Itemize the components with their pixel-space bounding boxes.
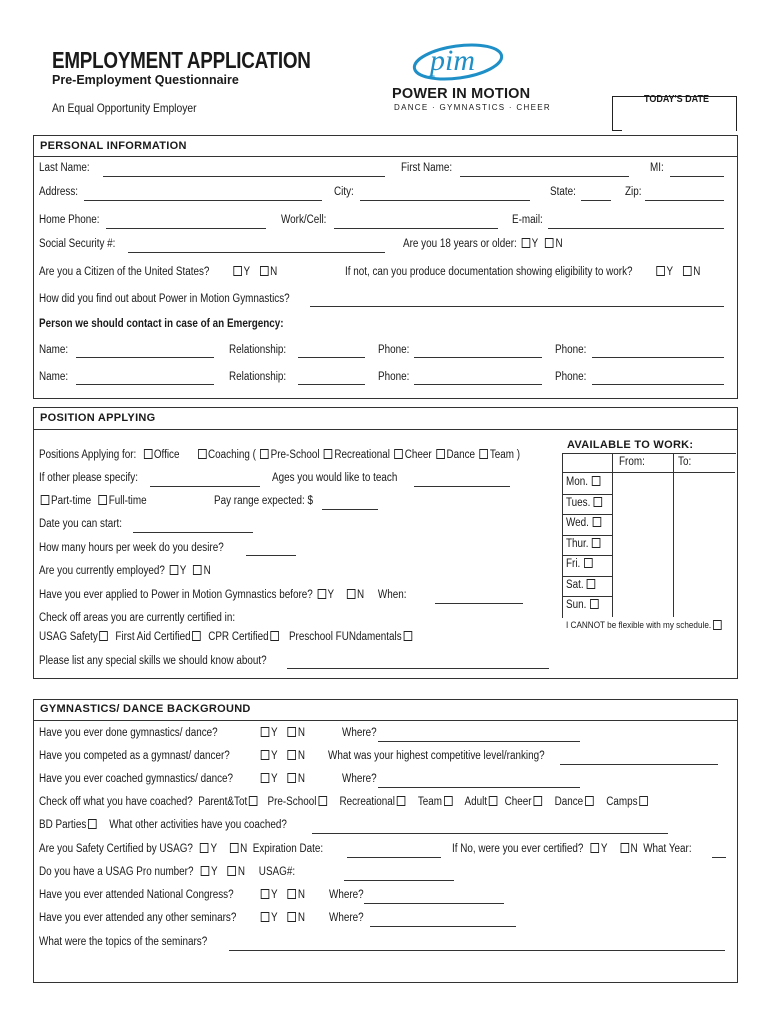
emergency-contact-title: Person we should contact in case of an Emergency: [39, 318, 284, 330]
day-checkbox[interactable] [592, 517, 601, 527]
background-section-title: GYMNASTICS/ DANCE BACKGROUND [40, 703, 251, 715]
coached-no-checkbox[interactable] [288, 773, 297, 783]
first-aid-checkbox[interactable] [192, 631, 201, 641]
competed-yes-checkbox[interactable] [261, 750, 270, 760]
competed-no-checkbox[interactable] [288, 750, 297, 760]
other-specify-field[interactable] [150, 486, 260, 487]
em-phone-2b-field[interactable] [592, 384, 724, 385]
address-label: Address: [39, 186, 79, 198]
em-name-1-field[interactable] [76, 357, 214, 358]
day-checkbox[interactable] [592, 538, 601, 548]
coached-where-label: Where? [342, 773, 377, 785]
day-row-sun [566, 599, 600, 611]
ages-field[interactable] [414, 486, 510, 487]
em-phone-2-field[interactable] [414, 384, 542, 385]
safety-no-checkbox[interactable] [230, 843, 239, 853]
positions-line: Positions Applying for: Office Coaching ( Pre-School Recreational Cheer Dance Team ) [39, 449, 521, 461]
pay-range-label: Pay range expected: $ [214, 495, 313, 507]
coached-question: Have you ever coached gymnastics/ dance? [39, 773, 234, 785]
personal-section-title: PERSONAL INFORMATION [40, 140, 187, 152]
what-year-field[interactable] [712, 857, 726, 858]
day-row-sat [566, 579, 597, 591]
todays-date-label: TODAY'S DATE [644, 94, 709, 105]
certifications-line: USAG Safety First Aid Certified CPR Certified Preschool FUNdamentals [39, 631, 414, 643]
employment-type-line: Part-time Full-time [39, 495, 147, 507]
day-checkbox[interactable] [587, 579, 596, 589]
other-specify-label: If other please specify: [39, 472, 138, 484]
ssn-field[interactable] [128, 252, 385, 253]
em-phone-2b-label: Phone: [555, 371, 587, 383]
mi-label: MI: [650, 162, 664, 174]
found-us-field[interactable] [310, 306, 724, 307]
done-gym-yn: Y N [259, 727, 305, 739]
work-cell-field[interactable] [334, 228, 498, 229]
start-date-label: Date you can start: [39, 518, 123, 530]
last-name-label: Last Name: [39, 162, 90, 174]
other-activities-field[interactable] [312, 833, 668, 834]
first-name-label: First Name: [401, 162, 453, 174]
ever-certified-no-checkbox[interactable] [620, 843, 629, 853]
recreational-checkbox[interactable] [324, 449, 333, 459]
documentation-question: If not, can you produce documentation showing eligibility to work? Y N [345, 266, 701, 278]
citizen-no-checkbox[interactable] [260, 266, 269, 276]
seminars-no-checkbox[interactable] [288, 912, 297, 922]
coaching-checkbox[interactable] [198, 449, 207, 459]
coached-what-line: Check off what you have coached? Parent&Tot Pre-School Recreational Team Adult Cheer Dance Camps [39, 796, 650, 808]
coached-yes-checkbox[interactable] [261, 773, 270, 783]
citizen-question: Are you a Citizen of the United States? Y N [39, 266, 278, 278]
em-phone-2-label: Phone: [378, 371, 410, 383]
office-checkbox[interactable] [144, 449, 153, 459]
day-label: Mon. [566, 476, 588, 488]
not-flexible-checkbox[interactable] [713, 620, 722, 630]
seminars-question: Have you ever attended any other seminars? [39, 912, 237, 924]
to-header: To: [678, 456, 692, 468]
cheer-checkbox[interactable] [394, 449, 403, 459]
eoe-statement: An Equal Opportunity Employer [52, 101, 197, 115]
ever-certified-yes-checkbox[interactable] [591, 843, 600, 853]
age-no-checkbox[interactable] [545, 238, 554, 248]
logo-name: POWER IN MOTION [392, 86, 531, 102]
topics-field[interactable] [229, 950, 725, 951]
usag-number-field[interactable] [344, 880, 454, 881]
hours-field[interactable] [246, 555, 296, 556]
doc-yes-checkbox[interactable] [656, 266, 665, 276]
state-label: State: [550, 186, 576, 198]
preschool-fun-checkbox[interactable] [403, 631, 412, 641]
skills-label: Please list any special skills we should know about? [39, 655, 267, 667]
pim-logo-icon [392, 36, 552, 86]
applied-before-question: Have you ever applied to Power in Motion Gymnastics before? Y N When: [39, 589, 407, 601]
done-yes-checkbox[interactable] [261, 727, 270, 737]
age-question: Are you 18 years or older: Y N [403, 238, 563, 250]
from-header: From: [619, 456, 645, 468]
expiration-field[interactable] [347, 857, 441, 858]
logo-mark: pim [430, 44, 475, 77]
form-title: EMPLOYMENT APPLICATION [52, 47, 311, 73]
zip-label: Zip: [625, 186, 642, 198]
congress-where-label: Where? [329, 889, 364, 901]
if-no-line: If No, were you ever certified? Y N What Year: [452, 843, 692, 855]
day-label: Fri. [566, 558, 581, 570]
bg-team-checkbox[interactable] [444, 796, 453, 806]
done-where-label: Where? [342, 727, 377, 739]
em-phone-1b-field[interactable] [592, 357, 724, 358]
state-field[interactable] [581, 200, 611, 201]
ssn-label: Social Security #: [39, 238, 116, 250]
bg-preschool-checkbox[interactable] [318, 796, 327, 806]
day-label: Sat. [566, 578, 584, 591]
pay-range-field[interactable] [322, 509, 378, 510]
logo-tagline: DANCE · GYMNASTICS · CHEER [394, 103, 551, 112]
em-name-1-label: Name: [39, 344, 69, 356]
pro-no-checkbox[interactable] [228, 866, 237, 876]
em-phone-1b-label: Phone: [555, 344, 587, 356]
address-field[interactable] [84, 200, 322, 201]
competed-question: Have you competed as a gymnast/ dancer? [39, 750, 230, 762]
bd-parties-checkbox[interactable] [88, 819, 97, 829]
home-phone-label: Home Phone: [39, 214, 100, 226]
bg-camps-checkbox[interactable] [639, 796, 648, 806]
topics-question: What were the topics of the seminars? [39, 936, 208, 948]
start-date-field[interactable] [133, 532, 253, 533]
em-name-2-label: Name: [39, 371, 69, 383]
applied-no-checkbox[interactable] [347, 589, 356, 599]
home-phone-field[interactable] [106, 228, 266, 229]
day-row-tues [566, 497, 604, 509]
first-name-field[interactable] [460, 176, 629, 177]
bg-dance-checkbox[interactable] [585, 796, 594, 806]
pro-number-line: Do you have a USAG Pro number? Y N USAG#: [39, 866, 296, 878]
em-relationship-1-field[interactable] [298, 357, 365, 358]
certified-label: Check off areas you are currently certified in: [39, 612, 236, 624]
em-name-2-field[interactable] [76, 384, 214, 385]
cpr-checkbox[interactable] [270, 631, 279, 641]
found-us-label: How did you find out about Power in Motion Gymnastics? [39, 293, 290, 305]
day-checkbox[interactable] [584, 558, 593, 568]
team-checkbox[interactable] [480, 449, 489, 459]
email-field[interactable] [548, 228, 724, 229]
full-time-checkbox[interactable] [98, 495, 107, 505]
em-phone-1-label: Phone: [378, 344, 410, 356]
email-label: E-mail: [512, 214, 543, 226]
day-label: Tues. [566, 496, 591, 509]
parent-tot-checkbox[interactable] [249, 796, 258, 806]
em-relationship-2-field[interactable] [298, 384, 365, 385]
city-label: City: [334, 186, 354, 198]
part-time-checkbox[interactable] [41, 495, 50, 505]
coached-yn: Y N [259, 773, 305, 785]
employed-no-checkbox[interactable] [193, 565, 202, 575]
competed-yn: Y N [259, 750, 305, 762]
bg-cheer-checkbox[interactable] [533, 796, 542, 806]
day-row-wed [566, 517, 603, 529]
mi-field[interactable] [670, 176, 724, 177]
last-name-field[interactable] [103, 176, 385, 177]
day-checkbox[interactable] [591, 476, 600, 486]
level-field[interactable] [560, 764, 718, 765]
em-phone-1-field[interactable] [414, 357, 542, 358]
seminars-where-field[interactable] [370, 926, 516, 927]
pro-yes-checkbox[interactable] [201, 866, 210, 876]
day-row-fri [566, 558, 594, 570]
done-gym-question: Have you ever done gymnastics/ dance? [39, 727, 218, 739]
day-checkbox[interactable] [590, 599, 599, 609]
city-field[interactable] [360, 200, 530, 201]
congress-where-field[interactable] [364, 903, 504, 904]
day-row-thur [566, 538, 602, 550]
coached-where-field[interactable] [378, 787, 580, 788]
employed-yes-checkbox[interactable] [169, 565, 178, 575]
ages-label: Ages you would like to teach [272, 472, 398, 484]
employed-question: Are you currently employed? Y N [39, 565, 211, 577]
done-where-field[interactable] [378, 741, 580, 742]
applied-yes-checkbox[interactable] [317, 589, 326, 599]
bg-recreational-checkbox[interactable] [397, 796, 406, 806]
bg-adult-checkbox[interactable] [489, 796, 498, 806]
done-no-checkbox[interactable] [288, 727, 297, 737]
day-checkbox[interactable] [594, 497, 603, 507]
age-yes-checkbox[interactable] [521, 238, 530, 248]
position-section-title: POSITION APPLYING [40, 412, 156, 424]
not-flexible-line: I CANNOT be flexible with my schedule. [566, 620, 723, 631]
zip-field[interactable] [645, 200, 724, 201]
usag-safety-checkbox[interactable] [100, 631, 109, 641]
company-logo [392, 36, 552, 116]
day-row-mon [566, 476, 602, 488]
day-label: Thur. [566, 537, 589, 550]
form-subtitle: Pre-Employment Questionnaire [52, 73, 239, 87]
em-relationship-1-label: Relationship: [229, 344, 287, 356]
congress-yn: Y N [259, 889, 305, 901]
safety-yes-checkbox[interactable] [200, 843, 209, 853]
work-cell-label: Work/Cell: [281, 214, 327, 226]
congress-yes-checkbox[interactable] [261, 889, 270, 899]
safety-line: Are you Safety Certified by USAG? Y N Expiration Date: [39, 843, 324, 855]
em-relationship-2-label: Relationship: [229, 371, 287, 383]
hours-label: How many hours per week do you desire? [39, 542, 224, 554]
seminars-yes-checkbox[interactable] [261, 912, 270, 922]
level-label: What was your highest competitive level/ranking? [328, 750, 545, 762]
doc-no-checkbox[interactable] [683, 266, 692, 276]
congress-question: Have you ever attended National Congress? [39, 889, 234, 901]
applied-when-field[interactable] [435, 603, 523, 604]
bd-parties-line: BD Parties What other activities have you coached? [39, 819, 287, 831]
seminars-yn: Y N [259, 912, 305, 924]
dance-checkbox[interactable] [436, 449, 445, 459]
citizen-yes-checkbox[interactable] [233, 266, 242, 276]
seminars-where-label: Where? [329, 912, 364, 924]
available-title: AVAILABLE TO WORK: [567, 439, 694, 451]
skills-field[interactable] [287, 668, 549, 669]
congress-no-checkbox[interactable] [288, 889, 297, 899]
day-label: Wed. [566, 517, 589, 529]
preschool-checkbox[interactable] [260, 449, 269, 459]
day-label: Sun. [566, 599, 587, 611]
